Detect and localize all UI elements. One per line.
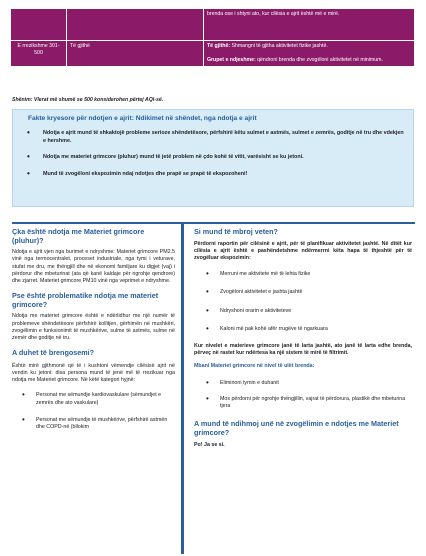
aqi-table-row: [11, 9, 415, 41]
paragraph-yes-how: Po! Ja se si.: [194, 442, 225, 449]
left-column: [12, 228, 175, 431]
advice-all-text: Shmangni të gjitha aktivitetet fizike jashtë.: [230, 43, 328, 49]
aqi-table-row-hazardous: [11, 41, 415, 67]
key-facts-box: [12, 109, 414, 207]
advice-sensitive-label: Grupet e ndjeshme:: [207, 57, 256, 63]
column-top-rule: [12, 222, 415, 224]
advice-all-label: Të gjithë:: [207, 43, 231, 49]
spacer: [207, 50, 411, 57]
heading-protect-yourself: Si mund të mbroj veten?: [194, 227, 278, 236]
list-item: • Ndotja me materiet grimcore (pluhur) mund të jetë problem në çdo kohë të vitit, varësisht se ku jetoni.: [25, 154, 405, 162]
protection-steps-list: [194, 271, 412, 333]
aqi-range-label: E rrezikshme 301-500: [11, 41, 67, 67]
keep-pm-low-indoors: Mbani Materiet grimcore në nivel të ulët brenda:: [194, 363, 315, 370]
list-item: • Mund të zvogëloni ekspozimin ndaj ndotjes dhe prapë se prapë të ekspozoheni!: [25, 171, 405, 179]
heading-what-is-pm: Çka është ndotja me Materiet grimcore (pluhur)?: [12, 227, 145, 245]
advice-sensitive-text: qëndroni brenda dhe zvogëloni aktivitetet në minimum.: [255, 57, 383, 63]
list-item: • Kaloni më pak kohë afër rrugëve të ngarkuara: [194, 326, 412, 333]
table-note: Shënim: Vlerat më shumë se 500 konsiderohen përtej AQI-së.: [12, 97, 164, 103]
paragraph-plan-activities: Përdorni raportin për cilësinë e ajrit, për të planifikuar aktivitetet jashtë. Në ditët kur cilësia e ajrit është e pashëndetshme ndërmerrni këta hapa të thjeshtë për të zvogëluar ekspozimin:: [194, 240, 412, 261]
advice-sensitive: [207, 57, 411, 64]
key-facts-title: Fakte kryesore për ndotjen e ajrit: Ndikimet në shëndet, nga ndotja e ajrit: [28, 115, 257, 122]
advice-all: [207, 43, 411, 50]
table-cell: brenda ose i shtyni ato, kur cilësia e ajrit është më e mirë.: [204, 9, 415, 41]
table-cell: [11, 9, 67, 41]
list-item: • Merruni me aktivitete më të lehta fizike: [194, 271, 412, 278]
paragraph-health-problems: Ndotja me materiet grimcore është e ndërlidhur me një numër të problemeve shëndetësore përfshirë kollitjen, gërhimën në mushkëri, zvogëlimin e funksionimit të mushkërive, sulme të astmës, sulme në zemër dhe goditje në tru.: [12, 313, 175, 341]
advice-cell: [204, 41, 415, 67]
group-label: Të gjithë: [67, 41, 204, 67]
paragraph-sources: Ndotja e ajrit vjen nga burimet e ndryshme: Materiet grimcore PM2.5 vinë nga termocentralet, proceset industriale, nga tymi i veturave, stufat me dru, me thëngjill dhe në ekonomi familjare ku digjet (vaj) i përdorur dhe mbeturinat (ata që kanë kaldaje për ngrohje qendrore) dhe zjarret. Materiet grimcore PM10 vinë nga veprimet e ndryshme.: [12, 249, 175, 284]
heading-should-worry: A duhet të brengosemi?: [12, 348, 94, 358]
column-divider: [181, 222, 184, 554]
list-item: • Ndotja e ajrit mund të shkaktojë probleme serioze shëndetësore, përfshirë këtu sulmet e astmës, sulmet e zemrës, goditje në tru dhe vdekjen e hershme.: [25, 130, 405, 145]
list-item: • Zvogëloni aktivitetet e jashta jashtë: [194, 289, 412, 296]
indoor-steps-list: [194, 380, 412, 411]
list-item: • Eliminoni tymin e duhanit: [194, 380, 412, 387]
paragraph-risk-groups: Është mirë gjithmonë që të i kushtoni vëmendje cilësisë ajrit në vendin ku jetoni: disa persona mund të jenë më të rrezikuar nga ndotja me Materiet grimcore. Në këtë kategori hyjnë:: [12, 362, 175, 384]
heading-how-to-help: A mund të ndihmoj unë në zvogëlimin e ndotjes me Materiet grimcore?: [194, 419, 399, 437]
risk-groups-list: [12, 392, 175, 431]
right-column: [194, 228, 412, 450]
key-facts-list: [25, 130, 405, 187]
list-item: • Ndryshoni orarin e aktiviteteve: [194, 308, 412, 315]
table-cell: [67, 9, 204, 41]
heading-why-problem: Pse është problematike ndotja me materiet grimcore?: [12, 291, 159, 309]
list-item: • Personat me sëmundje kardiovaskulare (sëmundjet e zemrës dhe ato vaskulare): [12, 392, 175, 406]
aqi-table: [10, 8, 415, 67]
list-item: • Mos përdorni për ngrohje thëngjillin, vajrat të përdorura, plastikë dhe mbeturina tjera: [194, 396, 412, 410]
paragraph-indoor-levels: Kur nivelet e materieve grimcore janë të larta jashtë, ato janë të larta edhe brenda, përveç në rastet kur ndërtesa ka një sistem të mirë të filtrimit.: [194, 343, 412, 357]
list-item: • Personat me sëmundje të mushkërive, përfshirë astmën dhe COPD-në (bllokim: [12, 417, 175, 431]
